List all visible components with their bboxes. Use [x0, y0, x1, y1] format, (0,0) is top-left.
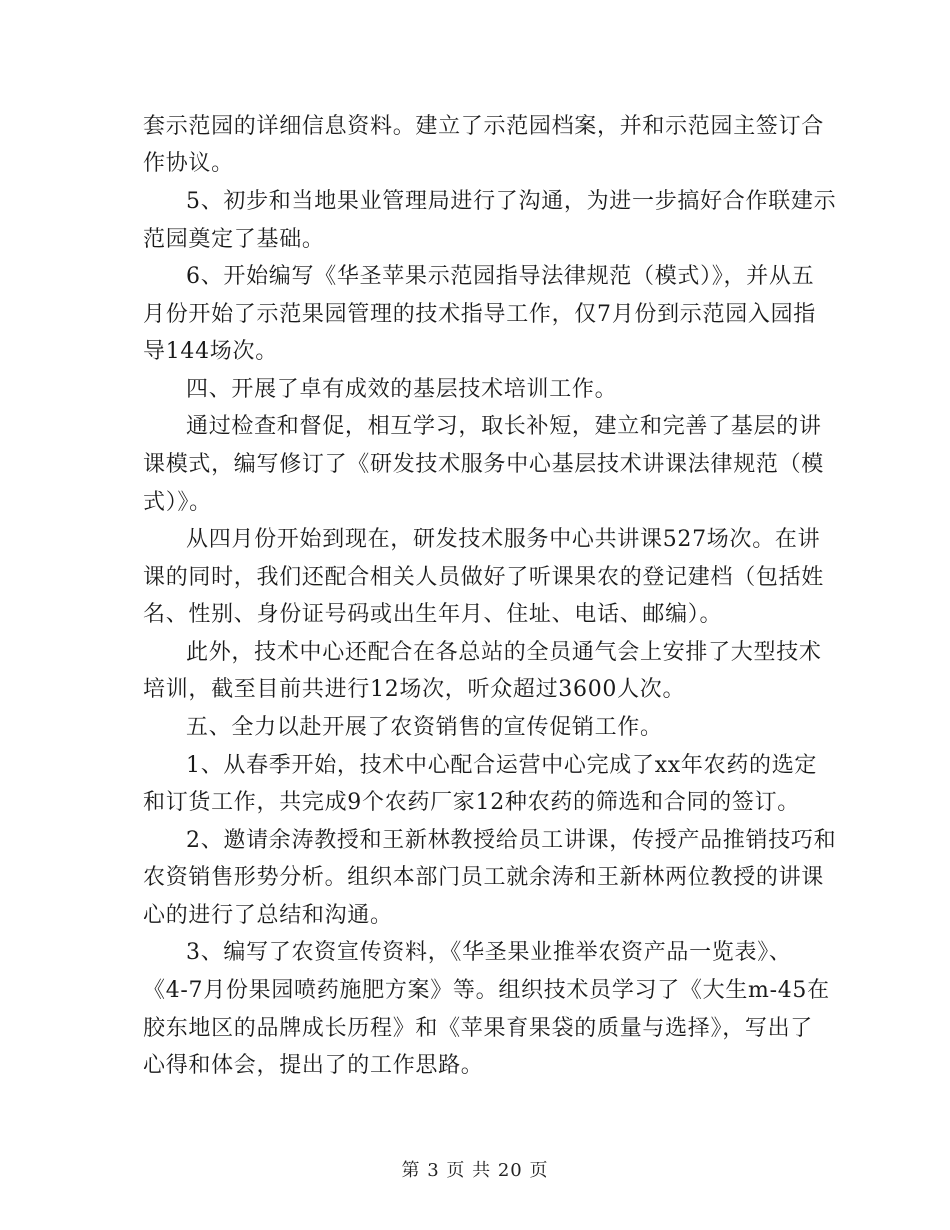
- body-line: 范园奠定了基础。: [143, 227, 325, 252]
- body-line: 培训，截至目前共进行12场次，听众超过3600人次。: [143, 677, 686, 702]
- paragraph-start: 1、从春季开始，技术中心配合运营中心完成了xx年农药的选定: [186, 753, 818, 778]
- paragraph-start: 6、开始编写《华圣苹果示范园指导法律规范（模式）》，并从五: [186, 264, 815, 289]
- section-heading: 四、开展了卓有成效的基层技术培训工作。: [186, 377, 618, 402]
- body-line: 课的同时，我们还配合相关人员做好了听课果农的登记建档（包括姓: [143, 565, 825, 590]
- body-line: 胶东地区的品牌成长历程》和《苹果育果袋的质量与选择》，写出了: [143, 1016, 814, 1041]
- body-line: 导144场次。: [143, 339, 278, 364]
- body-line: 心得和体会，提出了的工作思路。: [143, 1053, 484, 1078]
- body-line: 名、性别、身份证号码或出生年月、住址、电话、邮编）。: [143, 602, 723, 627]
- body-line: 课模式，编写修订了《研发技术服务中心基层技术讲课法律规范（模: [143, 452, 825, 477]
- body-line: 农资销售形势分析。组织本部门员工就余涛和王新林两位教授的讲课: [143, 865, 825, 890]
- paragraph-start: 通过检查和督促，相互学习，取长补短，建立和完善了基层的讲: [186, 414, 822, 439]
- body-line: 套示范园的详细信息资料。建立了示范园档案，并和示范园主签订合: [143, 114, 825, 139]
- body-line: 月份开始了示范果园管理的技术指导工作，仅7月份到示范园入园指: [143, 302, 816, 327]
- page-footer: 第 3 页 共 20 页: [401, 1160, 549, 1181]
- body-line: 和订货工作，共完成9个农药厂家12种农药的筛选和合同的签订。: [143, 790, 800, 815]
- body-line: 作协议。: [143, 151, 234, 176]
- body-line: 心的进行了总结和沟通。: [143, 903, 393, 928]
- paragraph-start: 5、初步和当地果业管理局进行了沟通，为进一步搞好合作联建示: [186, 189, 837, 214]
- paragraph-start: 3、编写了农资宣传资料，《华圣果业推举农资产品一览表》、: [186, 940, 792, 965]
- paragraph-start: 2、邀请余涛教授和王新林教授给员工讲课，传授产品推销技巧和: [186, 828, 837, 853]
- section-heading: 五、全力以赴开展了农资销售的宣传促销工作。: [186, 715, 663, 740]
- paragraph-start: 此外，技术中心还配合在各总站的全员通气会上安排了大型技术: [186, 640, 822, 665]
- body-line: 式）》。: [143, 490, 212, 515]
- body-line: 《4-7月份果园喷药施肥方案》等。组织技术员学习了《大生m-45在: [143, 978, 830, 1003]
- paragraph-start: 从四月份开始到现在，研发技术服务中心共讲课527场次。在讲: [186, 527, 821, 552]
